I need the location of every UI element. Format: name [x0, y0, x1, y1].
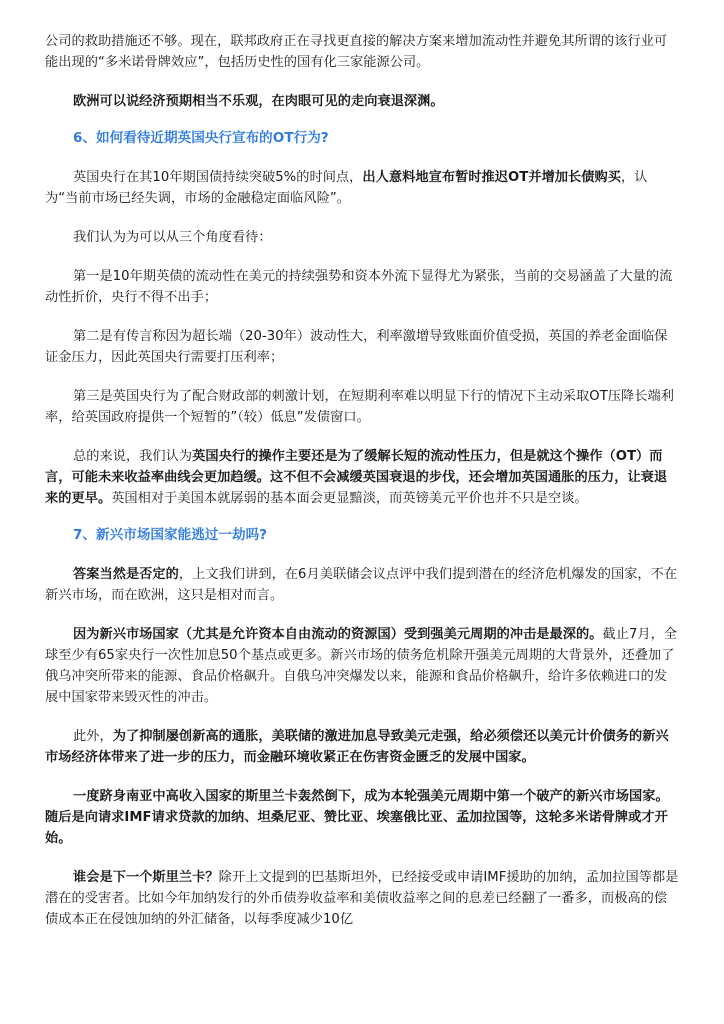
paragraph-angle-three: 第三是英国央行为了配合财政部的刺激计划，在短期利率难以明显下行的情况下主动采取OT压降长端利率，给英国政府提供一个短暂的”（较）低息”发债窗口。 [45, 389, 674, 425]
paragraph-answer: 答案当然是否定的，上文我们讲到，在6月美联储会议点评中我们提到潜在的经济危机爆发的国家，不在新兴市场，而在欧洲，这只是相对而言。 [45, 567, 678, 603]
paragraph-summary: 总的来说，我们认为英国央行的操作主要还是为了缓解长短的流动性压力，但是就这个操作（OT）而言，可能未来收益率曲线会更加趋缓。这不但不会减缓英国衰退的步伐，还会增加英国通胀的压力，让衰退来的更早。英国相对于美国本就孱弱的基本面会更显黯淡，而英镑美元平价也并不只是空谈。 [45, 449, 668, 506]
paragraph-europe-outlook: 欧洲可以说经济预期相当不乐观，在肉眼可见的走向衰退深渊。 [73, 94, 444, 109]
paragraph-sri-lanka: 一度跻身南亚中高收入国家的斯里兰卡轰然倒下，成为本轮强美元周期中第一个破产的新兴市场国家。随后是向请求IMF请求贷款的加纳、坦桑尼亚、赞比亚、埃塞俄比亚、孟加拉国等，这轮多米诺骨牌或才开始。 [45, 789, 669, 846]
paragraph-boe-action: 英国央行在其10年期国债持续突破5%的时间点，出人意料地宣布暂时推迟OT并增加长债购买，认为“当前市场已经失调，市场的金融稳定面临风险”。 [45, 170, 648, 206]
paragraph-fed-pressure: 此外，为了抑制屡创新高的通胀，美联储的激进加息导致美元走强，给必须偿还以美元计价债务的新兴市场经济体带来了进一步的压力，而金融环境收紧正在伤害资金匮乏的发展中国家。 [45, 729, 669, 765]
paragraph-next-sri-lanka: 谁会是下一个斯里兰卡？除开上文提到的巴基斯坦外，已经接受或申请IMF援助的加纳，孟加拉国等都是潜在的受害者。比如今年加纳发行的外币债券收益率和美债收益率之间的息差已经翻了一番多，而极高的偿债成本正在侵蚀加纳的外汇储备，以每季度减少10亿 [45, 870, 679, 927]
section-heading-6: 6、如何看待近期英国央行宣布的OT行为? [73, 130, 329, 146]
section-heading-7: 7、新兴市场国家能逃过一劫吗? [73, 527, 268, 543]
paragraph-angle-two: 第二是有传言称因为超长端（20-30年）波动性大，利率激增导致账面价值受损，英国的养老金面临保证金压力，因此英国央行需要打压利率； [45, 329, 668, 365]
paragraph-angle-one: 第一是10年期英债的流动性在美元的持续强势和资本外流下显得尤为紧张，当前的交易涵盖了大量的流动性折价，央行不得不出手； [45, 269, 673, 305]
paragraph-emerging-markets: 因为新兴市场国家（尤其是允许资本自由流动的资源国）受到强美元周期的冲击是最深的。截止7月，全球至少有65家央行一次性加息50个基点或更多。新兴市场的债务危机除开强美元周期的大背景外，还叠加了俄乌冲突所带来的能源、食品价格飙升。自俄乌冲突爆发以来，能源和食品价格飙升，给许多依赖进口的发展中国家带来毁灭性的冲击。 [45, 627, 678, 705]
paragraph-intro: 公司的救助措施还不够。现在，联邦政府正在寻找更直接的解决方案来增加流动性并避免其所谓的该行业可能出现的“多米诺骨牌效应”，包括历史性的国有化三家能源公司。 [45, 34, 668, 70]
paragraph-three-angles: 我们认为为可以从三个角度看待： [73, 230, 272, 245]
